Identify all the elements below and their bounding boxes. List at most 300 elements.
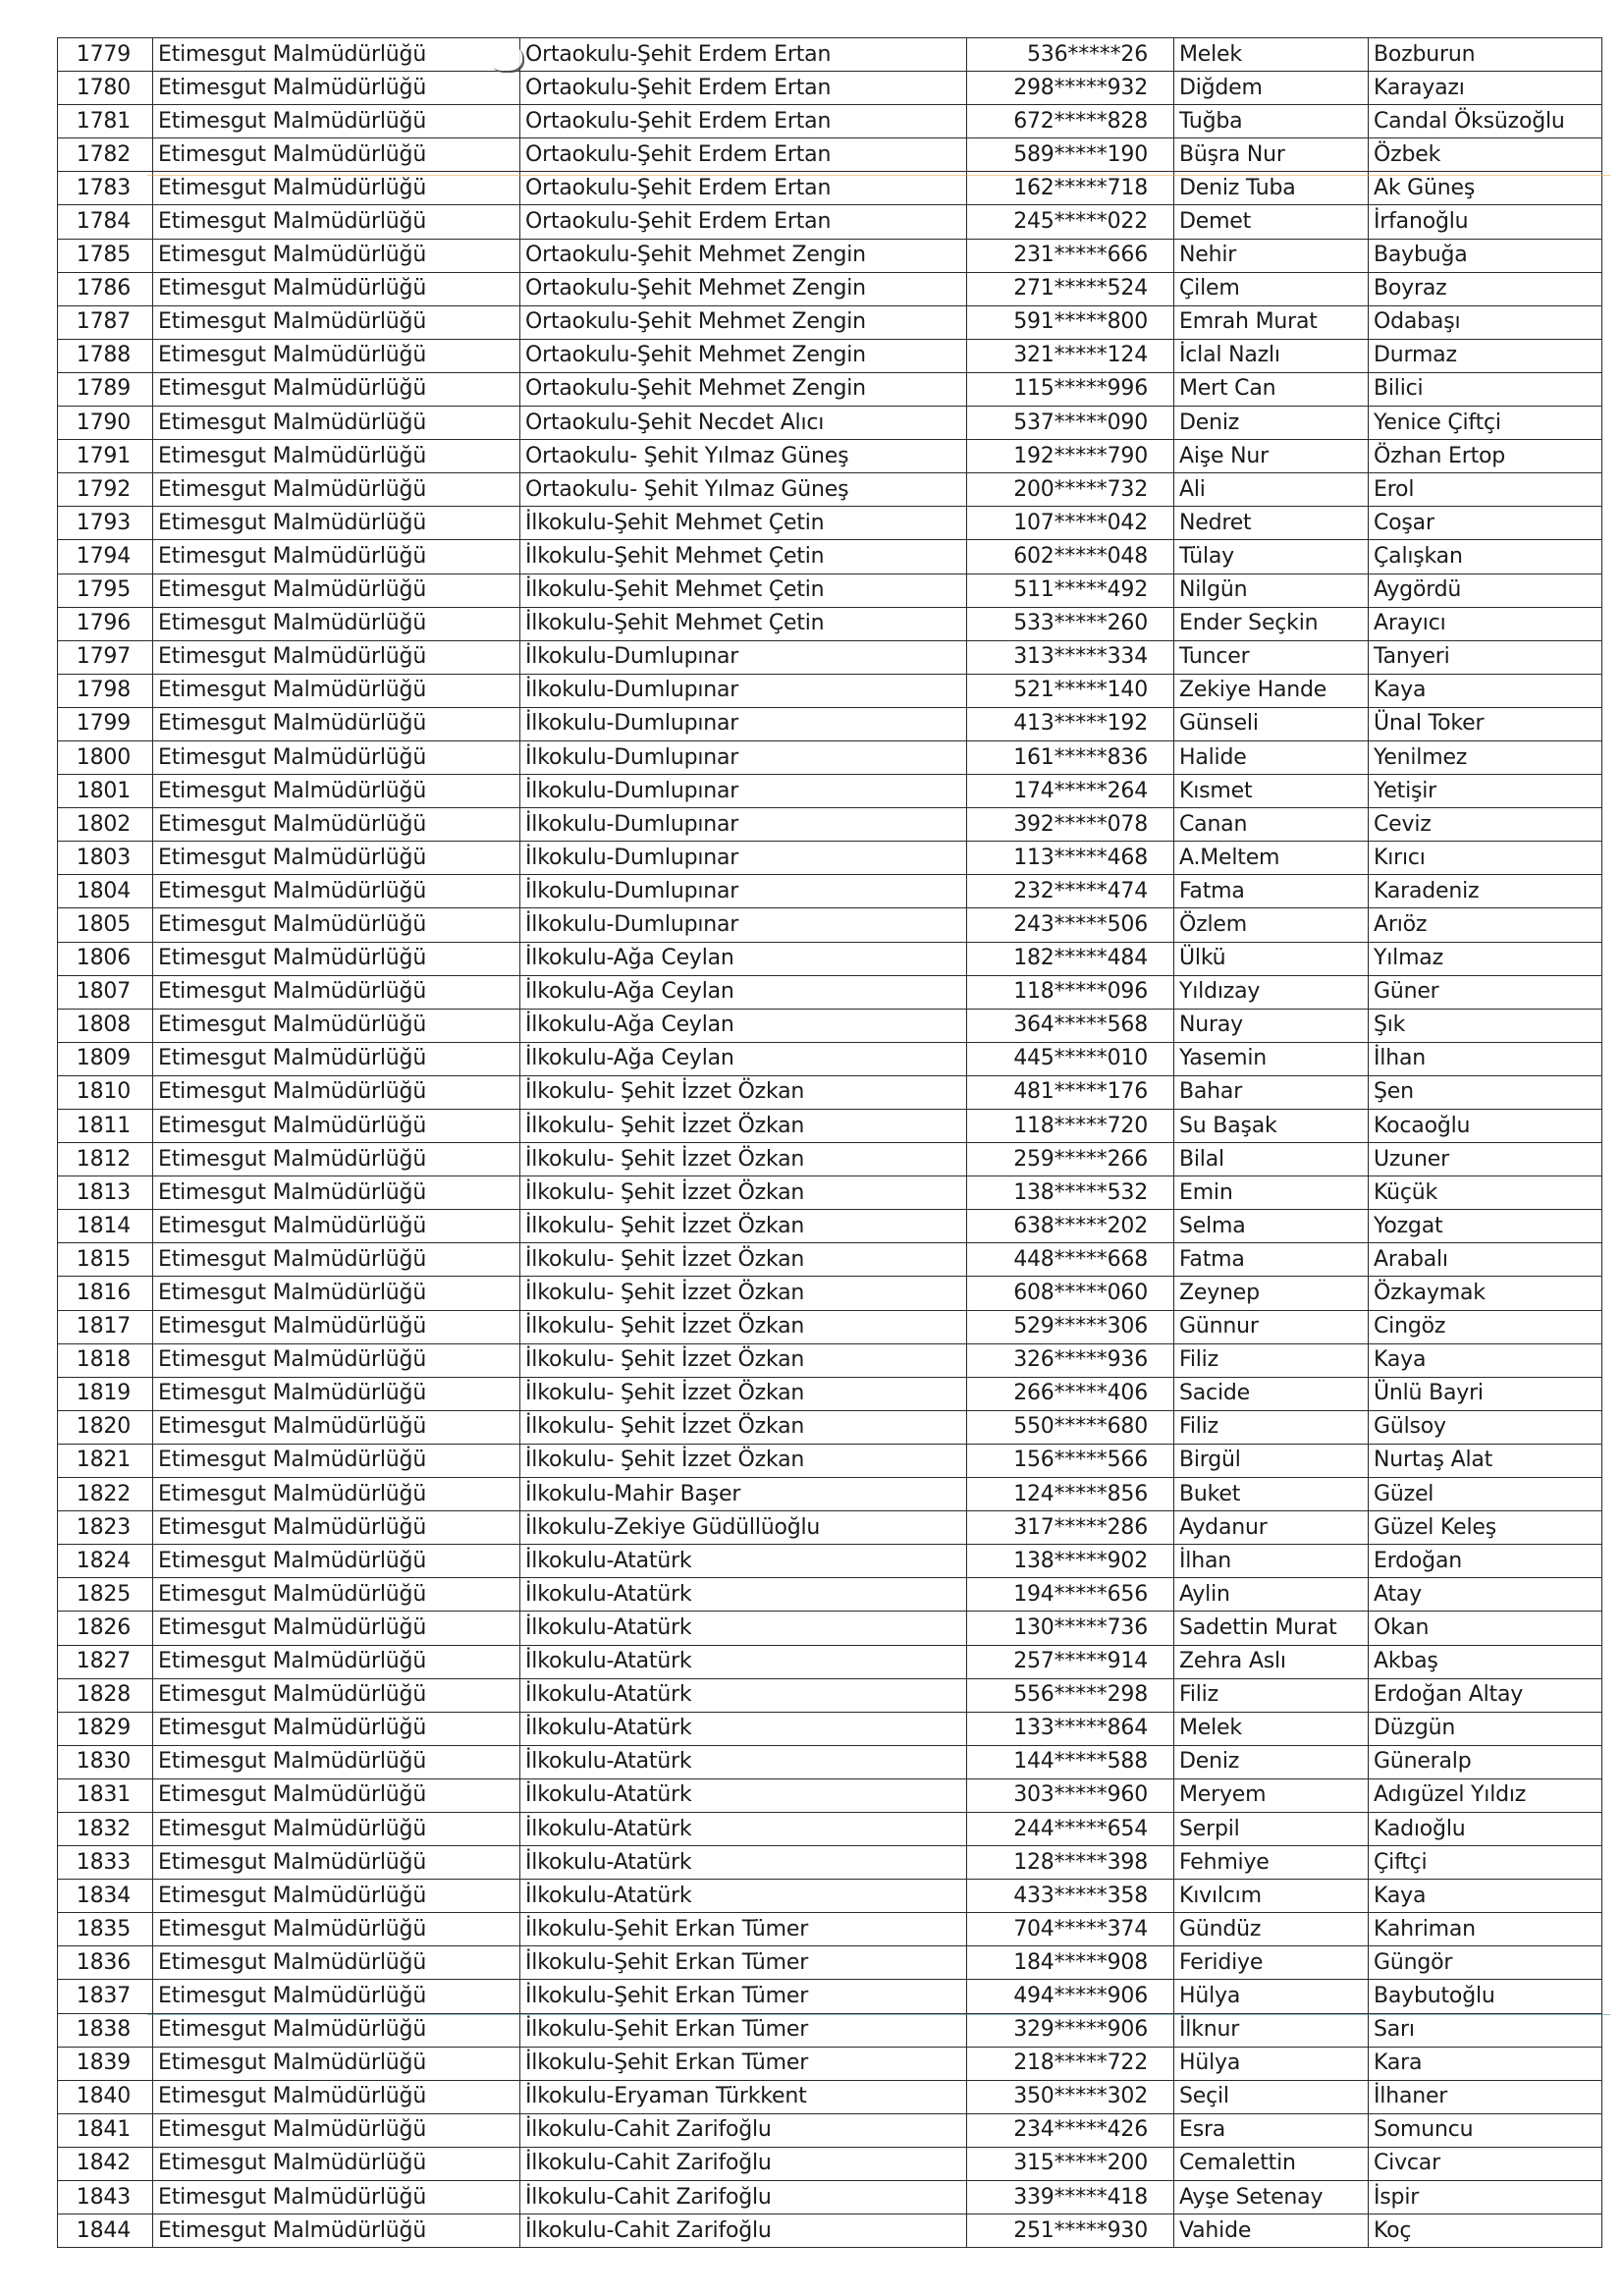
row-number-cell: 1832 [58,1812,153,1845]
table-row [58,1946,1602,1980]
tax-office-cell: Etimesgut Malmüdürlüğü [153,1913,520,1946]
table-row [58,272,1602,305]
row-number-cell: 1807 [58,975,153,1009]
last-name-cell: Düzgün [1369,1712,1602,1745]
masked-id-cell: 529*****306 [967,1310,1174,1343]
masked-id-cell: 259*****266 [967,1143,1174,1176]
last-name-cell: Tanyeri [1369,640,1602,674]
last-name-cell: Odabaşı [1369,305,1602,339]
first-name-cell: Ülkü [1174,942,1369,975]
tax-office-cell: Etimesgut Malmüdürlüğü [153,1578,520,1612]
school-cell: İlkokulu-Cahit Zarifoğlu [520,2214,967,2248]
school-cell: İlkokulu-Şehit Mehmet Çetin [520,574,967,607]
table-row [58,1980,1602,2013]
tax-office-cell: Etimesgut Malmüdürlüğü [153,1143,520,1176]
scan-streak-teal [147,2014,1610,2015]
row-number-cell: 1819 [58,1377,153,1410]
tax-office-cell: Etimesgut Malmüdürlüğü [153,2013,520,2047]
masked-id-cell: 608*****060 [967,1277,1174,1310]
last-name-cell: Kaya [1369,674,1602,707]
school-cell: İlkokulu-Ağa Ceylan [520,942,967,975]
masked-id-cell: 115*****996 [967,372,1174,406]
roster-table-body [58,38,1602,2248]
tax-office-cell: Etimesgut Malmüdürlüğü [153,1678,520,1712]
row-number-cell: 1811 [58,1110,153,1143]
table-row [58,740,1602,774]
last-name-cell: Uzuner [1369,1143,1602,1176]
tax-office-cell: Etimesgut Malmüdürlüğü [153,2080,520,2113]
first-name-cell: Vahide [1174,2214,1369,2248]
table-row [58,72,1602,105]
table-row [58,607,1602,640]
first-name-cell: Çilem [1174,272,1369,305]
table-row [58,305,1602,339]
masked-id-cell: 184*****908 [967,1946,1174,1980]
tax-office-cell: Etimesgut Malmüdürlüğü [153,842,520,875]
row-number-cell: 1786 [58,272,153,305]
tax-office-cell: Etimesgut Malmüdürlüğü [153,1946,520,1980]
first-name-cell: Gündüz [1174,1913,1369,1946]
school-cell: İlkokulu-Eryaman Türkkent [520,2080,967,2113]
last-name-cell: Cingöz [1369,1310,1602,1343]
masked-id-cell: 672*****828 [967,105,1174,138]
last-name-cell: Aygördü [1369,574,1602,607]
tax-office-cell: Etimesgut Malmüdürlüğü [153,1745,520,1778]
first-name-cell: İlhan [1174,1545,1369,1578]
first-name-cell: Diğdem [1174,72,1369,105]
school-cell: Ortaokulu-Şehit Mehmet Zengin [520,372,967,406]
last-name-cell: Koç [1369,2214,1602,2248]
first-name-cell: Ali [1174,473,1369,507]
first-name-cell: Cemalettin [1174,2147,1369,2180]
school-cell: Ortaokulu- Şehit Yılmaz Güneş [520,473,967,507]
last-name-cell: Baybutoğlu [1369,1980,1602,2013]
school-cell: İlkokulu-Şehit Erkan Tümer [520,2013,967,2047]
school-cell: İlkokulu-Atatürk [520,1645,967,1678]
tax-office-cell: Etimesgut Malmüdürlüğü [153,239,520,272]
row-number-cell: 1812 [58,1143,153,1176]
masked-id-cell: 494*****906 [967,1980,1174,2013]
first-name-cell: Fatma [1174,875,1369,908]
first-name-cell: Canan [1174,808,1369,842]
row-number-cell: 1779 [58,38,153,72]
last-name-cell: Karayazı [1369,72,1602,105]
first-name-cell: Su Başak [1174,1110,1369,1143]
last-name-cell: Güngör [1369,1946,1602,1980]
row-number-cell: 1833 [58,1846,153,1880]
masked-id-cell: 266*****406 [967,1377,1174,1410]
last-name-cell: Sarı [1369,2013,1602,2047]
school-cell: Ortaokulu- Şehit Yılmaz Güneş [520,440,967,473]
table-row [58,2080,1602,2113]
last-name-cell: Okan [1369,1612,1602,1645]
masked-id-cell: 200*****732 [967,473,1174,507]
last-name-cell: Arayıcı [1369,607,1602,640]
first-name-cell: Meryem [1174,1778,1369,1812]
row-number-cell: 1820 [58,1410,153,1444]
tax-office-cell: Etimesgut Malmüdürlüğü [153,1444,520,1477]
school-cell: Ortaokulu-Şehit Erdem Ertan [520,138,967,172]
row-number-cell: 1841 [58,2113,153,2147]
masked-id-cell: 313*****334 [967,640,1174,674]
table-row [58,674,1602,707]
tax-office-cell: Etimesgut Malmüdürlüğü [153,607,520,640]
row-number-cell: 1839 [58,2047,153,2080]
row-number-cell: 1800 [58,740,153,774]
tax-office-cell: Etimesgut Malmüdürlüğü [153,1410,520,1444]
school-cell: İlkokulu-Atatürk [520,1545,967,1578]
last-name-cell: Ak Güneş [1369,172,1602,205]
masked-id-cell: 182*****484 [967,942,1174,975]
row-number-cell: 1837 [58,1980,153,2013]
table-row [58,1410,1602,1444]
first-name-cell: İclal Nazlı [1174,339,1369,372]
first-name-cell: Serpil [1174,1812,1369,1845]
masked-id-cell: 128*****398 [967,1846,1174,1880]
tax-office-cell: Etimesgut Malmüdürlüğü [153,1478,520,1511]
masked-id-cell: 133*****864 [967,1712,1174,1745]
row-number-cell: 1783 [58,172,153,205]
table-row [58,1880,1602,1913]
last-name-cell: Yetişir [1369,775,1602,808]
last-name-cell: İlhaner [1369,2080,1602,2113]
row-number-cell: 1824 [58,1545,153,1578]
masked-id-cell: 161*****836 [967,740,1174,774]
table-row [58,1243,1602,1277]
last-name-cell: Şık [1369,1009,1602,1042]
first-name-cell: Zehra Aslı [1174,1645,1369,1678]
masked-id-cell: 704*****374 [967,1913,1174,1946]
last-name-cell: Erol [1369,473,1602,507]
tax-office-cell: Etimesgut Malmüdürlüğü [153,440,520,473]
first-name-cell: Kıvılcım [1174,1880,1369,1913]
table-row [58,1277,1602,1310]
tax-office-cell: Etimesgut Malmüdürlüğü [153,105,520,138]
school-cell: İlkokulu-Cahit Zarifoğlu [520,2113,967,2147]
tax-office-cell: Etimesgut Malmüdürlüğü [153,640,520,674]
last-name-cell: Yenice Çiftçi [1369,407,1602,440]
row-number-cell: 1843 [58,2181,153,2214]
row-number-cell: 1834 [58,1880,153,1913]
school-cell: İlkokulu- Şehit İzzet Özkan [520,1075,967,1109]
last-name-cell: Güneralp [1369,1745,1602,1778]
school-cell: İlkokulu- Şehit İzzet Özkan [520,1377,967,1410]
first-name-cell: Bahar [1174,1075,1369,1109]
row-number-cell: 1822 [58,1478,153,1511]
last-name-cell: Güzel [1369,1478,1602,1511]
tax-office-cell: Etimesgut Malmüdürlüğü [153,1176,520,1210]
tax-office-cell: Etimesgut Malmüdürlüğü [153,1243,520,1277]
first-name-cell: Zeynep [1174,1277,1369,1310]
table-row [58,1712,1602,1745]
table-row [58,172,1602,205]
first-name-cell: Nilgün [1174,574,1369,607]
last-name-cell: Kahriman [1369,1913,1602,1946]
tax-office-cell: Etimesgut Malmüdürlüğü [153,1377,520,1410]
table-row [58,1645,1602,1678]
school-cell: Ortaokulu-Şehit Mehmet Zengin [520,339,967,372]
school-cell: İlkokulu-Atatürk [520,1612,967,1645]
masked-id-cell: 445*****010 [967,1042,1174,1075]
table-row [58,1110,1602,1143]
school-cell: İlkokulu-Ağa Ceylan [520,975,967,1009]
last-name-cell: Erdoğan Altay [1369,1678,1602,1712]
first-name-cell: Mert Can [1174,372,1369,406]
last-name-cell: Şen [1369,1075,1602,1109]
table-row [58,1612,1602,1645]
masked-id-cell: 138*****902 [967,1545,1174,1578]
row-number-cell: 1801 [58,775,153,808]
last-name-cell: Yılmaz [1369,942,1602,975]
tax-office-cell: Etimesgut Malmüdürlüğü [153,2181,520,2214]
table-row [58,540,1602,574]
row-number-cell: 1842 [58,2147,153,2180]
table-row [58,339,1602,372]
tax-office-cell: Etimesgut Malmüdürlüğü [153,339,520,372]
school-cell: İlkokulu-Dumlupınar [520,740,967,774]
row-number-cell: 1796 [58,607,153,640]
row-number-cell: 1780 [58,72,153,105]
tax-office-cell: Etimesgut Malmüdürlüğü [153,1310,520,1343]
row-number-cell: 1821 [58,1444,153,1477]
row-number-cell: 1795 [58,574,153,607]
school-cell: İlkokulu-Cahit Zarifoğlu [520,2181,967,2214]
first-name-cell: Zekiye Hande [1174,674,1369,707]
first-name-cell: Özlem [1174,908,1369,942]
first-name-cell: Fehmiye [1174,1846,1369,1880]
masked-id-cell: 156*****566 [967,1444,1174,1477]
masked-id-cell: 303*****960 [967,1778,1174,1812]
masked-id-cell: 144*****588 [967,1745,1174,1778]
tax-office-cell: Etimesgut Malmüdürlüğü [153,1110,520,1143]
masked-id-cell: 413*****192 [967,707,1174,740]
table-row [58,38,1602,72]
school-cell: İlkokulu-Atatürk [520,1880,967,1913]
last-name-cell: Akbaş [1369,1645,1602,1678]
masked-id-cell: 271*****524 [967,272,1174,305]
tax-office-cell: Etimesgut Malmüdürlüğü [153,172,520,205]
masked-id-cell: 298*****932 [967,72,1174,105]
last-name-cell: Coşar [1369,507,1602,540]
first-name-cell: Nedret [1174,507,1369,540]
last-name-cell: İrfanoğlu [1369,205,1602,239]
school-cell: İlkokulu-Atatürk [520,1678,967,1712]
masked-id-cell: 231*****666 [967,239,1174,272]
table-row [58,1478,1602,1511]
masked-id-cell: 138*****532 [967,1176,1174,1210]
first-name-cell: Selma [1174,1210,1369,1243]
last-name-cell: Çiftçi [1369,1846,1602,1880]
scanned-roster-page [57,37,1601,2248]
school-cell: İlkokulu-Atatürk [520,1578,967,1612]
table-row [58,138,1602,172]
first-name-cell: Deniz [1174,407,1369,440]
masked-id-cell: 536*****26 [967,38,1174,72]
tax-office-cell: Etimesgut Malmüdürlüğü [153,2147,520,2180]
row-number-cell: 1827 [58,1645,153,1678]
last-name-cell: Ünal Toker [1369,707,1602,740]
table-row [58,2181,1602,2214]
first-name-cell: Buket [1174,1478,1369,1511]
table-row [58,2113,1602,2147]
row-number-cell: 1838 [58,2013,153,2047]
first-name-cell: Ender Seçkin [1174,607,1369,640]
first-name-cell: Yıldızay [1174,975,1369,1009]
school-cell: İlkokulu-Şehit Erkan Tümer [520,2047,967,2080]
row-number-cell: 1805 [58,908,153,942]
first-name-cell: Hülya [1174,2047,1369,2080]
last-name-cell: Civcar [1369,2147,1602,2180]
school-cell: İlkokulu- Şehit İzzet Özkan [520,1243,967,1277]
school-cell: İlkokulu-Şehit Erkan Tümer [520,1980,967,2013]
school-cell: İlkokulu-Dumlupınar [520,707,967,740]
row-number-cell: 1813 [58,1176,153,1210]
last-name-cell: Boyraz [1369,272,1602,305]
masked-id-cell: 245*****022 [967,205,1174,239]
tax-office-cell: Etimesgut Malmüdürlüğü [153,707,520,740]
last-name-cell: Özkaymak [1369,1277,1602,1310]
row-number-cell: 1823 [58,1511,153,1545]
masked-id-cell: 234*****426 [967,2113,1174,2147]
tax-office-cell: Etimesgut Malmüdürlüğü [153,875,520,908]
masked-id-cell: 118*****096 [967,975,1174,1009]
school-cell: Ortaokulu-Şehit Mehmet Zengin [520,272,967,305]
tax-office-cell: Etimesgut Malmüdürlüğü [153,1210,520,1243]
row-number-cell: 1826 [58,1612,153,1645]
masked-id-cell: 218*****722 [967,2047,1174,2080]
tax-office-cell: Etimesgut Malmüdürlüğü [153,372,520,406]
last-name-cell: Özhan Ertop [1369,440,1602,473]
table-row [58,1545,1602,1578]
table-row [58,875,1602,908]
masked-id-cell: 511*****492 [967,574,1174,607]
last-name-cell: Yozgat [1369,1210,1602,1243]
school-cell: İlkokulu- Şehit İzzet Özkan [520,1343,967,1377]
last-name-cell: Kırıcı [1369,842,1602,875]
tax-office-cell: Etimesgut Malmüdürlüğü [153,674,520,707]
school-cell: Ortaokulu-Şehit Erdem Ertan [520,105,967,138]
masked-id-cell: 244*****654 [967,1812,1174,1845]
tax-office-cell: Etimesgut Malmüdürlüğü [153,507,520,540]
table-row [58,239,1602,272]
table-row [58,1343,1602,1377]
last-name-cell: Nurtaş Alat [1369,1444,1602,1477]
table-row [58,2214,1602,2248]
row-number-cell: 1835 [58,1913,153,1946]
table-row [58,1444,1602,1477]
school-cell: İlkokulu-Zekiye Güdüllüoğlu [520,1511,967,1545]
last-name-cell: İlhan [1369,1042,1602,1075]
masked-id-cell: 124*****856 [967,1478,1174,1511]
last-name-cell: Atay [1369,1578,1602,1612]
last-name-cell: Candal Öksüzoğlu [1369,105,1602,138]
school-cell: İlkokulu-Mahir Başer [520,1478,967,1511]
masked-id-cell: 194*****656 [967,1578,1174,1612]
school-cell: İlkokulu- Şehit İzzet Özkan [520,1110,967,1143]
first-name-cell: Emrah Murat [1174,305,1369,339]
masked-id-cell: 174*****264 [967,775,1174,808]
row-number-cell: 1791 [58,440,153,473]
masked-id-cell: 433*****358 [967,1880,1174,1913]
table-row [58,942,1602,975]
masked-id-cell: 533*****260 [967,607,1174,640]
school-cell: İlkokulu- Şehit İzzet Özkan [520,1176,967,1210]
masked-id-cell: 192*****790 [967,440,1174,473]
school-cell: İlkokulu-Dumlupınar [520,875,967,908]
table-row [58,1210,1602,1243]
last-name-cell: Gülsoy [1369,1410,1602,1444]
school-cell: İlkokulu-Atatürk [520,1846,967,1880]
school-cell: İlkokulu-Şehit Erkan Tümer [520,1913,967,1946]
row-number-cell: 1802 [58,808,153,842]
tax-office-cell: Etimesgut Malmüdürlüğü [153,942,520,975]
table-row [58,640,1602,674]
table-row [58,440,1602,473]
masked-id-cell: 317*****286 [967,1511,1174,1545]
table-row [58,1745,1602,1778]
first-name-cell: Nuray [1174,1009,1369,1042]
row-number-cell: 1818 [58,1343,153,1377]
first-name-cell: Kısmet [1174,775,1369,808]
masked-id-cell: 589*****190 [967,138,1174,172]
first-name-cell: Seçil [1174,2080,1369,2113]
tax-office-cell: Etimesgut Malmüdürlüğü [153,775,520,808]
row-number-cell: 1788 [58,339,153,372]
table-row [58,2013,1602,2047]
first-name-cell: İlknur [1174,2013,1369,2047]
table-row [58,1913,1602,1946]
tax-office-cell: Etimesgut Malmüdürlüğü [153,1545,520,1578]
last-name-cell: Adıgüzel Yıldız [1369,1778,1602,1812]
school-cell: İlkokulu- Şehit İzzet Özkan [520,1143,967,1176]
first-name-cell: Deniz Tuba [1174,172,1369,205]
tax-office-cell: Etimesgut Malmüdürlüğü [153,1778,520,1812]
last-name-cell: İspir [1369,2181,1602,2214]
tax-office-cell: Etimesgut Malmüdürlüğü [153,2047,520,2080]
row-number-cell: 1797 [58,640,153,674]
school-cell: İlkokulu-Şehit Mehmet Çetin [520,507,967,540]
last-name-cell: Güzel Keleş [1369,1511,1602,1545]
tax-office-cell: Etimesgut Malmüdürlüğü [153,1712,520,1745]
school-cell: İlkokulu- Şehit İzzet Özkan [520,1277,967,1310]
last-name-cell: Kocaoğlu [1369,1110,1602,1143]
last-name-cell: Baybuğa [1369,239,1602,272]
table-row [58,775,1602,808]
tax-office-cell: Etimesgut Malmüdürlüğü [153,1009,520,1042]
school-cell: İlkokulu-Dumlupınar [520,842,967,875]
table-row [58,473,1602,507]
masked-id-cell: 521*****140 [967,674,1174,707]
row-number-cell: 1781 [58,105,153,138]
tax-office-cell: Etimesgut Malmüdürlüğü [153,1812,520,1845]
row-number-cell: 1828 [58,1678,153,1712]
school-cell: İlkokulu-Atatürk [520,1712,967,1745]
school-cell: İlkokulu-Ağa Ceylan [520,1009,967,1042]
school-cell: İlkokulu-Şehit Erkan Tümer [520,1946,967,1980]
school-cell: İlkokulu- Şehit İzzet Özkan [520,1210,967,1243]
row-number-cell: 1806 [58,942,153,975]
row-number-cell: 1810 [58,1075,153,1109]
masked-id-cell: 537*****090 [967,407,1174,440]
masked-id-cell: 321*****124 [967,339,1174,372]
last-name-cell: Arabalı [1369,1243,1602,1277]
last-name-cell: Karadeniz [1369,875,1602,908]
masked-id-cell: 118*****720 [967,1110,1174,1143]
first-name-cell: Melek [1174,1712,1369,1745]
row-number-cell: 1829 [58,1712,153,1745]
roster-table [57,37,1602,2248]
row-number-cell: 1809 [58,1042,153,1075]
